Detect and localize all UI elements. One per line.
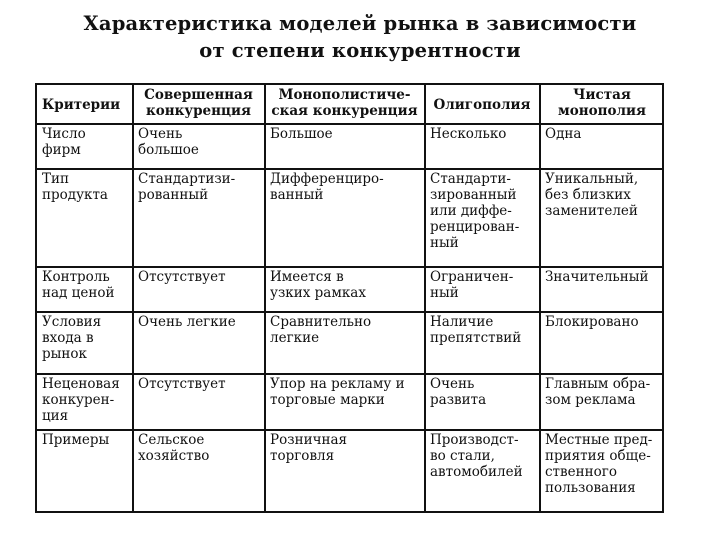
table-cell: Несколько (430, 126, 507, 142)
table-cell: Очень большое (138, 126, 199, 158)
table-cell: Главным обра- зом реклама (545, 376, 651, 408)
table-cell: Ограничен- ный (430, 269, 514, 301)
criterion-cell: Неценовая конкурен- ция (42, 376, 120, 424)
table-cell: Значительный (545, 269, 649, 285)
document-title (0, 10, 720, 64)
criterion-cell: Примеры (42, 432, 110, 448)
table-cell: Розничная торговля (270, 432, 348, 464)
table-cell: Дифференциро- ванный (270, 171, 384, 203)
table-cell: Производст- во стали, автомобилей (430, 432, 523, 480)
table-cell: Упор на рекламу и торговые марки (270, 376, 405, 408)
table-cell: Имеется в узких рамках (270, 269, 366, 301)
criterion-cell: Число фирм (42, 126, 86, 158)
table-cell: Блокировано (545, 314, 639, 330)
market-models-table (35, 83, 664, 513)
criterion-cell: Контроль над ценой (42, 269, 115, 301)
table-cell: Сравнительно легкие (270, 314, 372, 346)
title-line-1: Характеристика моделей рынка в зависимости (83, 12, 637, 35)
table-cell: Очень развита (430, 376, 487, 408)
criterion-cell: Тип продукта (42, 171, 108, 203)
table-cell: Сельское хозяйство (138, 432, 210, 464)
table-cell: Отсутствует (138, 376, 226, 392)
table-cell: Местные пред- приятия обще- ственного пользования (545, 432, 653, 496)
header-pure-monopoly: Чистая монополия (557, 87, 646, 119)
header-perfect-competition: Совершенная конкуренция (144, 87, 253, 119)
title-line-2: от степени конкурентности (199, 39, 521, 62)
table-cell: Наличие препятствий (430, 314, 522, 346)
table-cell: Отсутствует (138, 269, 226, 285)
table-cell: Стандарти- зированный или диффе- ренцирован- ный (430, 171, 520, 251)
table-cell: Стандартизи- рованный (138, 171, 236, 203)
table-cell: Одна (545, 126, 582, 142)
header-monopolistic-competition: Монополистиче- ская конкуренция (271, 87, 418, 119)
table-cell: Очень легкие (138, 314, 236, 330)
criterion-cell: Условия входа в рынок (42, 314, 102, 362)
table-cell: Большое (270, 126, 333, 142)
header-criteria: Критерии (42, 97, 121, 113)
header-oligopoly: Олигополия (433, 97, 531, 113)
table-cell: Уникальный, без близких заменителей (545, 171, 639, 219)
